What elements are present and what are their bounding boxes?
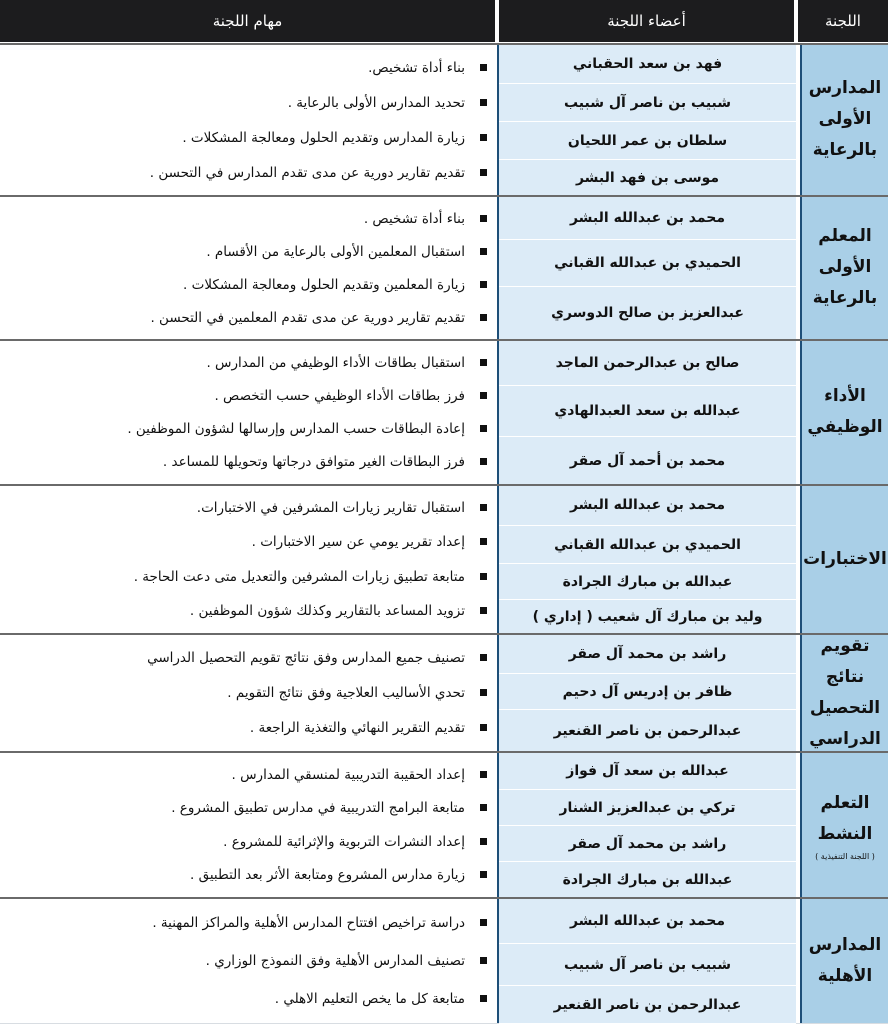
task-text: تصنيف المدارس الأهلية وفق النموذج الوزاري . (205, 953, 465, 969)
row-divider (0, 751, 888, 753)
member-name: موسى بن فهد البشر (499, 160, 796, 196)
task-text: دراسة تراخيص افتتاح المدارس الأهلية والمراكز المهنية . (152, 915, 465, 931)
square-bullet-icon (480, 425, 487, 432)
committee-name: التعلم النشط (817, 793, 873, 844)
task-item (4, 384, 465, 408)
task-text: تحدي الأساليب العلاجية وفق نتائج التقويم . (227, 685, 465, 701)
task-item (4, 987, 465, 1011)
members-cell (497, 485, 796, 633)
square-bullet-icon (480, 281, 487, 288)
task-text: تقديم تقارير دورية عن مدى تقدم المدارس في التحسن . (149, 164, 465, 181)
task-text: إعداد النشرات التربوية والإثرائية للمشروع . (223, 833, 465, 850)
task-item (4, 830, 465, 854)
task-item (4, 863, 465, 887)
task-item (4, 450, 465, 474)
member-name: شبيب بن ناصر آل شبيب (499, 944, 796, 986)
members-cell (497, 44, 796, 195)
member-name: عبدالعزيز بن صالح الدوسري (499, 287, 796, 340)
committee-cell (800, 485, 888, 633)
member-name: تركي بن عبدالعزيز الشنار (499, 790, 796, 826)
task-item (4, 351, 465, 375)
task-item (4, 565, 465, 589)
members-cell (497, 340, 796, 484)
task-text: إعادة البطاقات حسب المدارس وإرسالها لشؤون الموظفين . (127, 421, 465, 438)
task-item (4, 646, 465, 670)
member-name: عبدالله بن سعد العبدالهادي (499, 386, 796, 437)
square-bullet-icon (480, 689, 487, 696)
square-bullet-icon (480, 215, 487, 222)
task-item (4, 599, 465, 623)
task-item (4, 496, 465, 520)
member-name: عبدالرحمن بن ناصر القنعير (499, 986, 796, 1024)
row-divider (0, 897, 888, 899)
square-bullet-icon (480, 392, 487, 399)
square-bullet-icon (480, 538, 487, 545)
square-bullet-icon (480, 724, 487, 731)
member-name: عبدالله بن سعد آل فواز (499, 752, 796, 790)
square-bullet-icon (480, 99, 487, 106)
square-bullet-icon (480, 957, 487, 964)
member-name: شبيب بن ناصر آل شبيب (499, 84, 796, 122)
task-text: متابعة كل ما يخص التعليم الاهلي . (274, 991, 465, 1007)
task-text: متابعة البرامج التدريبية في مدارس تطبيق المشروع . (171, 800, 465, 817)
tasks-cell (0, 196, 495, 339)
row-divider (0, 339, 888, 341)
committee-row (0, 485, 888, 634)
square-bullet-icon (480, 64, 487, 71)
row-divider (0, 43, 888, 45)
committee-cell (800, 752, 888, 897)
tasks-cell (0, 898, 495, 1023)
header-tasks: مهام اللجنة (0, 0, 495, 42)
committee-name: المدارس الأولى بالرعاية (808, 78, 882, 160)
committee-cell (800, 44, 888, 195)
square-bullet-icon (480, 804, 487, 811)
square-bullet-icon (480, 314, 487, 321)
members-cell (497, 898, 796, 1023)
task-item (4, 681, 465, 705)
header-members: أعضاء اللجنة (497, 0, 796, 42)
tasks-cell (0, 485, 495, 633)
committee-note: ( اللجنة التنفيذية ) (815, 852, 875, 861)
square-bullet-icon (480, 359, 487, 366)
member-name: محمد بن عبدالله البشر (499, 196, 796, 240)
square-bullet-icon (480, 995, 487, 1002)
task-item (4, 56, 465, 80)
task-text: استقبال المعلمين الأولى بالرعاية من الأقسام . (206, 243, 465, 260)
member-name: سلطان بن عمر اللحيان (499, 122, 796, 160)
task-text: تحديد المدارس الأولى بالرعاية . (287, 94, 465, 111)
committee-name: الأداء الوظيفي (807, 386, 883, 437)
task-text: زيارة مدارس المشروع ومتابعة الأثر بعد التطبيق . (190, 867, 465, 884)
square-bullet-icon (480, 504, 487, 511)
tasks-cell (0, 752, 495, 897)
task-item (4, 240, 465, 264)
committee-name: الاختبارات (803, 548, 887, 569)
row-divider (0, 195, 888, 197)
row-divider (0, 633, 888, 635)
task-text: إعداد الحقيبة التدريبية لمنسقي المدارس . (231, 766, 465, 783)
member-name: وليد بن مبارك آل شعيب ( إداري ) (499, 600, 796, 634)
committee-cell (800, 898, 888, 1023)
tasks-cell (0, 44, 495, 195)
member-name: الحميدي بن عبدالله القباني (499, 240, 796, 287)
committee-name: المدارس الأهلية (808, 934, 882, 986)
square-bullet-icon (480, 248, 487, 255)
task-item (4, 796, 465, 820)
task-text: تقديم تقارير دورية عن مدى تقدم المعلمين في التحسن . (150, 309, 465, 326)
member-name: فهد بن سعد الحقباني (499, 44, 796, 84)
member-name: عبدالله بن مبارك الجرادة (499, 862, 796, 898)
tasks-cell (0, 340, 495, 484)
task-item (4, 763, 465, 787)
committee-cell (800, 196, 888, 339)
committee-row (0, 752, 888, 898)
committee-cell (800, 340, 888, 484)
members-cell (497, 752, 796, 897)
task-item (4, 911, 465, 935)
task-text: بناء أداة تشخيص . (363, 210, 465, 227)
task-item (4, 126, 465, 150)
task-text: متابعة تطبيق زيارات المشرفين والتعديل متى دعت الحاجة . (133, 568, 465, 585)
task-text: فرز البطاقات الغير متوافق درجاتها وتحويلها للمساعد . (162, 454, 465, 471)
member-name: راشد بن محمد آل صقر (499, 826, 796, 862)
square-bullet-icon (480, 607, 487, 614)
square-bullet-icon (480, 654, 487, 661)
task-text: فرز بطاقات الأداء الوظيفي حسب التخصص . (214, 387, 465, 404)
square-bullet-icon (480, 169, 487, 176)
square-bullet-icon (480, 573, 487, 580)
committee-row (0, 634, 888, 752)
committee-row (0, 898, 888, 1024)
task-text: إعداد تقرير يومي عن سير الاختبارات . (251, 534, 465, 551)
task-text: زيارة المعلمين وتقديم الحلول ومعالجة المشكلات . (183, 276, 465, 293)
square-bullet-icon (480, 458, 487, 465)
square-bullet-icon (480, 919, 487, 926)
members-cell (497, 634, 796, 751)
square-bullet-icon (480, 838, 487, 845)
task-text: استقبال بطاقات الأداء الوظيفي من المدارس . (206, 354, 465, 371)
committee-name: المعلم الأولى بالرعاية (812, 226, 878, 308)
header-committee: اللجنة (798, 0, 888, 42)
task-item (4, 273, 465, 297)
square-bullet-icon (480, 871, 487, 878)
member-name: محمد بن عبدالله البشر (499, 898, 796, 944)
task-text: بناء أداة تشخيص. (368, 59, 465, 76)
members-cell (497, 196, 796, 339)
task-item (4, 530, 465, 554)
member-name: محمد بن أحمد آل صقر (499, 437, 796, 485)
member-name: عبدالله بن مبارك الجرادة (499, 564, 796, 600)
member-name: ظافر بن إدريس آل دحيم (499, 674, 796, 710)
task-text: تزويد المساعد بالتقارير وكذلك شؤون الموظفين . (189, 602, 465, 619)
committee-name: تقويم نتائج التحصيل الدراسي (809, 635, 881, 749)
member-name: الحميدي بن عبدالله القباني (499, 526, 796, 564)
member-name: محمد بن عبدالله البشر (499, 485, 796, 526)
task-item (4, 306, 465, 330)
committee-row (0, 44, 888, 196)
tasks-cell (0, 634, 495, 751)
member-name: صالح بن عبدالرحمن الماجد (499, 340, 796, 386)
task-text: تقديم التقرير النهائي والتغذية الراجعة . (249, 720, 465, 737)
member-name: عبدالرحمن بن ناصر القنعير (499, 710, 796, 752)
task-item (4, 161, 465, 185)
committee-cell (800, 634, 888, 751)
task-text: تصنيف جميع المدارس وفق نتائج تقويم التحصيل الدراسي (147, 649, 465, 666)
task-text: زيارة المدارس وتقديم الحلول ومعالجة المشكلات . (182, 129, 465, 146)
task-item (4, 207, 465, 231)
task-item (4, 91, 465, 115)
task-item (4, 949, 465, 973)
square-bullet-icon (480, 134, 487, 141)
row-divider (0, 484, 888, 486)
member-name: راشد بن محمد آل صقر (499, 634, 796, 674)
task-item (4, 417, 465, 441)
task-text: استقبال تقارير زيارات المشرفين في الاختبارات. (196, 500, 465, 517)
task-item (4, 716, 465, 740)
committee-row (0, 340, 888, 485)
square-bullet-icon (480, 771, 487, 778)
committee-row (0, 196, 888, 340)
